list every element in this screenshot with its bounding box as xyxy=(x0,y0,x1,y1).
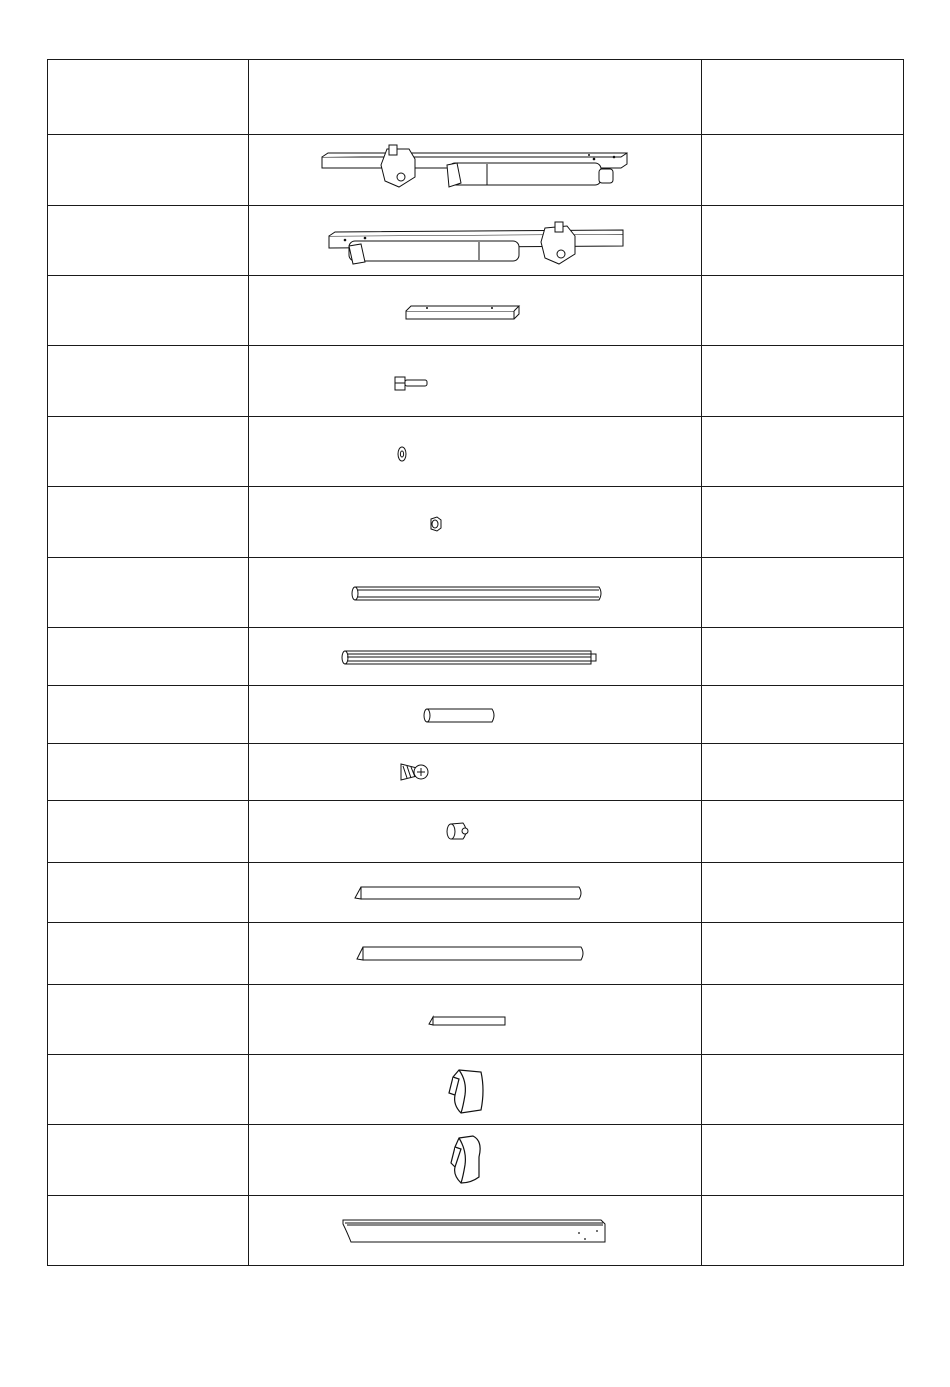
part-quantity-cell xyxy=(702,863,904,923)
part-illustration-cell xyxy=(249,801,702,863)
phillips-screw-drawing xyxy=(249,744,702,801)
table-row xyxy=(48,135,904,206)
table-row xyxy=(48,801,904,863)
left-end-cap-drawing xyxy=(249,1055,702,1125)
part-illustration-cell xyxy=(249,206,702,276)
grooved-roller-tube-drawing xyxy=(249,628,702,686)
part-key-cell xyxy=(48,923,249,985)
part-illustration-cell xyxy=(249,1055,702,1125)
table-row xyxy=(48,276,904,346)
table-header-row xyxy=(48,60,904,135)
part-illustration-cell xyxy=(249,744,702,801)
part-illustration-cell xyxy=(249,923,702,985)
part-key-cell xyxy=(48,276,249,346)
part-illustration-cell xyxy=(249,135,702,206)
table-row xyxy=(48,923,904,985)
long-roller-tube-drawing xyxy=(249,558,702,628)
valance-profile-drawing xyxy=(249,1196,702,1266)
table-row xyxy=(48,628,904,686)
part-illustration-cell xyxy=(249,276,702,346)
table-row xyxy=(48,863,904,923)
table-row xyxy=(48,487,904,558)
table-row xyxy=(48,1196,904,1266)
table-row xyxy=(48,1055,904,1125)
part-key-cell xyxy=(48,558,249,628)
part-quantity-cell xyxy=(702,1125,904,1196)
part-quantity-cell xyxy=(702,206,904,276)
front-bar-drawing xyxy=(249,863,702,923)
part-key-cell xyxy=(48,487,249,558)
parts-list-table xyxy=(47,59,904,1266)
right-end-cap-drawing xyxy=(249,1125,702,1196)
part-illustration-cell xyxy=(249,417,702,487)
part-quantity-cell xyxy=(702,487,904,558)
part-key-cell xyxy=(48,1196,249,1266)
part-key-cell xyxy=(48,1125,249,1196)
part-illustration-cell xyxy=(249,558,702,628)
header-illustration-cell xyxy=(249,60,702,135)
part-key-cell xyxy=(48,801,249,863)
table-row xyxy=(48,744,904,801)
part-key-cell xyxy=(48,628,249,686)
part-quantity-cell xyxy=(702,1196,904,1266)
awning-bar-with-left-arm-drawing xyxy=(249,135,702,206)
awning-bar-with-right-arm-drawing xyxy=(249,206,702,276)
part-quantity-cell xyxy=(702,628,904,686)
part-key-cell xyxy=(48,417,249,487)
part-illustration-cell xyxy=(249,346,702,417)
part-key-cell xyxy=(48,1055,249,1125)
washer-drawing xyxy=(249,417,702,487)
part-quantity-cell xyxy=(702,744,904,801)
part-key-cell xyxy=(48,686,249,744)
table-row xyxy=(48,686,904,744)
part-key-cell xyxy=(48,206,249,276)
table-row xyxy=(48,346,904,417)
front-bar-long-drawing xyxy=(249,923,702,985)
part-key-cell xyxy=(48,985,249,1055)
part-quantity-cell xyxy=(702,276,904,346)
table-row xyxy=(48,206,904,276)
header-key-cell xyxy=(48,60,249,135)
table-row xyxy=(48,1125,904,1196)
part-quantity-cell xyxy=(702,1055,904,1125)
table-row xyxy=(48,558,904,628)
part-quantity-cell xyxy=(702,135,904,206)
part-quantity-cell xyxy=(702,985,904,1055)
part-illustration-cell xyxy=(249,985,702,1055)
part-quantity-cell xyxy=(702,686,904,744)
short-tube-drawing xyxy=(249,686,702,744)
part-key-cell xyxy=(48,863,249,923)
part-key-cell xyxy=(48,744,249,801)
short-bar-drawing xyxy=(249,985,702,1055)
part-illustration-cell xyxy=(249,487,702,558)
part-quantity-cell xyxy=(702,558,904,628)
part-key-cell xyxy=(48,135,249,206)
table-row xyxy=(48,985,904,1055)
part-quantity-cell xyxy=(702,801,904,863)
table-row xyxy=(48,417,904,487)
part-illustration-cell xyxy=(249,1125,702,1196)
part-quantity-cell xyxy=(702,923,904,985)
end-plug-drawing xyxy=(249,801,702,863)
part-illustration-cell xyxy=(249,628,702,686)
part-quantity-cell xyxy=(702,346,904,417)
square-bar-drawing xyxy=(249,276,702,346)
hex-nut-drawing xyxy=(249,487,702,558)
part-key-cell xyxy=(48,346,249,417)
part-quantity-cell xyxy=(702,417,904,487)
header-quantity-cell xyxy=(702,60,904,135)
part-illustration-cell xyxy=(249,1196,702,1266)
hex-bolt-drawing xyxy=(249,346,702,417)
part-illustration-cell xyxy=(249,686,702,744)
part-illustration-cell xyxy=(249,863,702,923)
